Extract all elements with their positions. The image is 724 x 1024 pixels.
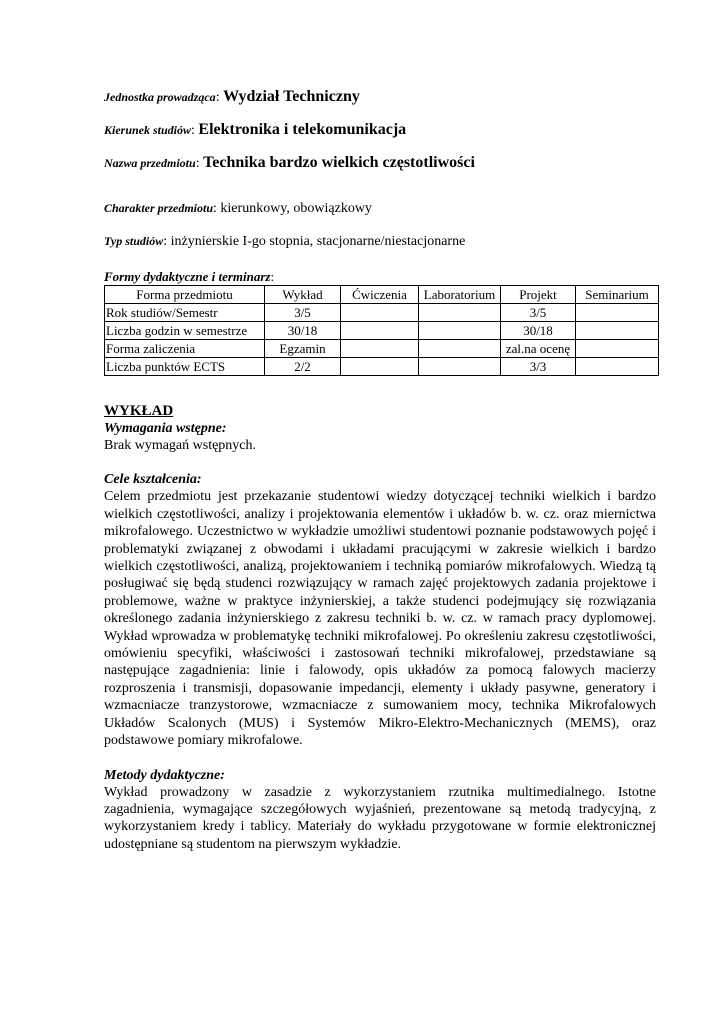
methods-heading: Metody dydaktyczne: xyxy=(104,767,225,783)
table-cell: 2/2 xyxy=(265,358,341,376)
prereq-text: Brak wymagań wstępnych. xyxy=(104,438,257,453)
table-cell: zal.na ocenę xyxy=(501,340,576,358)
table-cell: 3/5 xyxy=(501,304,576,322)
table-header-cell: Forma przedmiotu xyxy=(105,286,265,304)
lecture-heading: WYKŁAD xyxy=(104,403,174,419)
table-cell: Liczba punktów ECTS xyxy=(105,358,265,376)
table-header-cell: Wykład xyxy=(265,286,341,304)
field-value: Elektronika i telekomunikacja xyxy=(198,121,407,138)
table-row xyxy=(105,322,659,340)
table-cell xyxy=(576,322,659,340)
table-cell xyxy=(419,340,501,358)
table-row xyxy=(105,358,659,376)
table-cell xyxy=(576,358,659,376)
table-header-cell: Laboratorium xyxy=(419,286,501,304)
subject-label: Nazwa przedmiotu xyxy=(104,156,196,170)
table-cell xyxy=(576,340,659,358)
unit-line: Jednostka prowadząca: Wydział Techniczny xyxy=(104,88,360,105)
unit-value: Wydział Techniczny xyxy=(223,88,360,105)
table-cell xyxy=(419,304,501,322)
field-line: Kierunek studiów: Elektronika i telekomunikacja xyxy=(104,121,407,138)
table-cell: 3/5 xyxy=(265,304,341,322)
table-cell xyxy=(341,358,419,376)
prereq-heading: Wymagania wstępne: xyxy=(104,421,227,436)
table-cell xyxy=(341,304,419,322)
forms-title-label: Formy dydaktyczne i terminarz xyxy=(104,269,271,284)
unit-label: Jednostka prowadząca xyxy=(104,90,216,104)
table-header-cell: Projekt xyxy=(501,286,576,304)
character-line: Charakter przedmiotu: kierunkowy, obowiązkowy xyxy=(104,201,372,216)
table-cell: 3/3 xyxy=(501,358,576,376)
table-header-cell: Seminarium xyxy=(576,286,659,304)
table-row xyxy=(105,304,659,322)
table-header-cell: Ćwiczenia xyxy=(341,286,419,304)
table-row xyxy=(105,340,659,358)
table-cell: Egzamin xyxy=(265,340,341,358)
type-value: inżynierskie I-go stopnia, stacjonarne/niestacjonarne xyxy=(170,234,466,249)
document-page xyxy=(104,84,656,853)
character-value: kierunkowy, obowiązkowy xyxy=(220,201,372,216)
table-cell: 30/18 xyxy=(501,322,576,340)
table-cell: Rok studiów/Semestr xyxy=(105,304,265,322)
forms-table xyxy=(104,285,659,376)
table-cell xyxy=(419,322,501,340)
table-cell: Forma zaliczenia xyxy=(105,340,265,358)
table-cell xyxy=(341,322,419,340)
table-header-row xyxy=(105,286,659,304)
subject-line: Nazwa przedmiotu: Technika bardzo wielkich częstotliwości xyxy=(104,154,475,171)
character-label: Charakter przedmiotu xyxy=(104,201,214,215)
table-cell: 30/18 xyxy=(265,322,341,340)
table-cell xyxy=(341,340,419,358)
goals-text: Celem przedmiotu jest przekazanie studentowi wiedzy dotyczącej techniki wielkich i bardzo wielkich częstotliwości, analizy i projektowania elementów i układów b. w. cz. oraz miernictwa mikrofalowego. Uczestnictwo w wykładzie umożliwi studentowi poznanie podstawowych pojęć i problematyki związanej z obwodami i układami pracującymi w zakresie wielkich i bardzo wielkich częstotliwości, analizą, projektowaniem i techniką pomiarów mikrofalowych. Wiedzą tą posługiwać się będą studenci rozwiązujący w ramach zajęć projektowych zadania projektowe i problemowe, ważne w praktyce inżynierskiej, a także studenci podejmujący się rozwiązania określonego zadania inżynierskiego z zakresu techniki b. w. cz. w ramach pracy dyplomowej. Wykład wprowadza w problematykę techniki mikrofalowej. Po określeniu zakresu częstotliwości, omówieniu specyfiki, właściwości i zastosowań techniki mikrofalowej, przedstawiane są następujące zagadnienia: linie i falowody, opis układów za pomocą falowych macierzy rozproszenia i transmisji, dopasowanie impedancji, elementy i układy pasywne, generatory i wzmacniacze tranzystorowe, wzmacniacze z sumowaniem mocy, technika Mikrofalowych Układów Scalonych (MUS) i Systemów Mikro-Elektro-Mechanicznych (MEMS), oraz podstawowe pomiary mikrofalowe. xyxy=(104,489,656,749)
subject-value: Technika bardzo wielkich częstotliwości xyxy=(203,154,475,171)
forms-title: Formy dydaktyczne i terminarz: xyxy=(104,269,275,284)
type-label: Typ studiów xyxy=(104,234,164,248)
type-line: Typ studiów: inżynierskie I-go stopnia, stacjonarne/niestacjonarne xyxy=(104,234,466,249)
methods-text: Wykład prowadzony w zasadzie z wykorzystaniem rzutnika multimedialnego. Istotne zagadnienia, wymagające szczegółowych wyjaśnień, prezentowane są metodą tradycyjną, z wykorzystaniem kredy i tablicy. Materiały do wykładu przygotowane w formie elektronicznej udostępniane są studentom na pierwszym wykładzie. xyxy=(104,784,656,852)
table-cell xyxy=(419,358,501,376)
table-cell: Liczba godzin w semestrze xyxy=(105,322,265,340)
goals-heading: Cele kształcenia: xyxy=(104,472,202,488)
field-label: Kierunek studiów xyxy=(104,123,192,137)
table-cell xyxy=(576,304,659,322)
